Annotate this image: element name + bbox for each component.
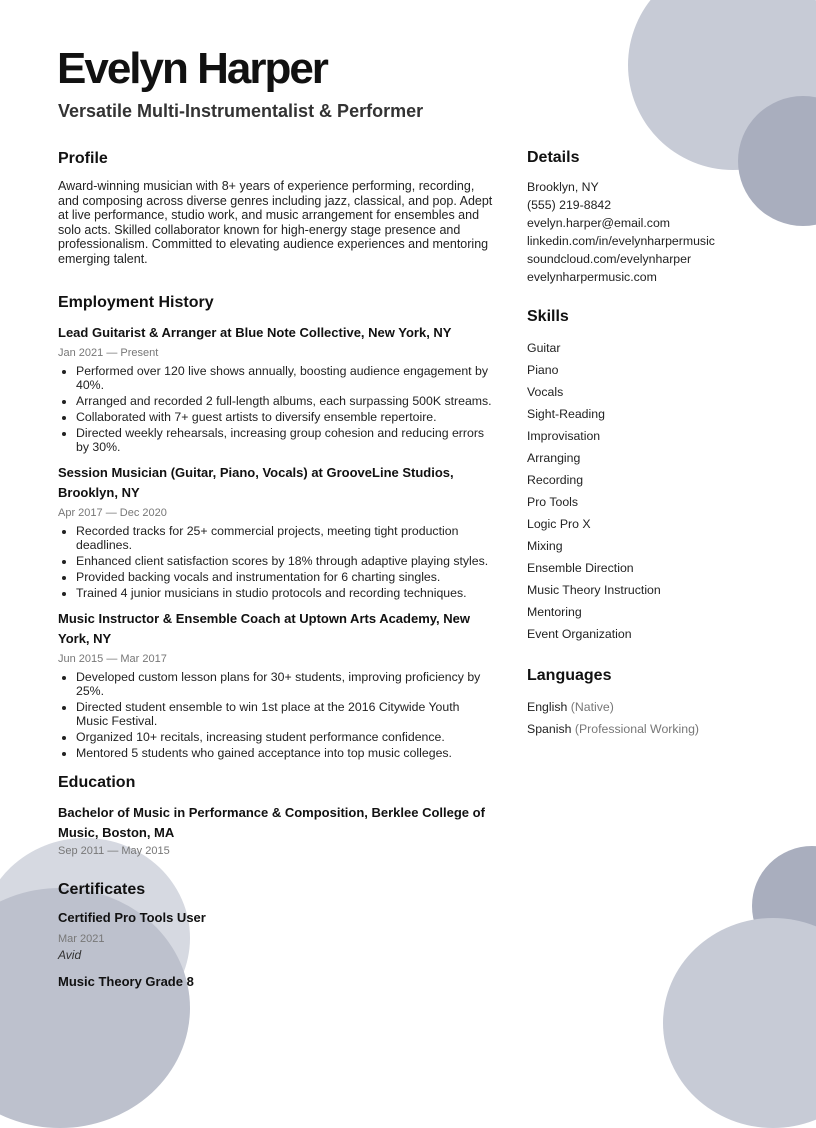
bullet-item: • Organized 10+ recitals, increasing student performance confidence. — [76, 730, 494, 744]
languages-heading: Languages — [527, 667, 612, 684]
skill-item: Piano — [527, 363, 559, 377]
languages-section — [527, 667, 777, 740]
certificate-entry — [58, 910, 494, 962]
skill-item: Sight-Reading — [527, 407, 605, 421]
certificate-name: Certified Pro Tools User — [58, 909, 206, 925]
job-entry — [58, 609, 494, 760]
skill-item: Logic Pro X — [527, 517, 591, 531]
employment-section — [58, 294, 494, 760]
details-list — [527, 178, 777, 286]
certificates-heading: Certificates — [58, 880, 146, 898]
job-dates: Jan 2021 — Present — [58, 346, 159, 359]
education-heading: Education — [58, 773, 136, 791]
languages-list — [527, 696, 777, 740]
detail-website[interactable]: evelynharpermusic.com — [527, 270, 657, 284]
certificate-entry — [58, 974, 494, 989]
candidate-title: Versatile Multi-Instrumentalist & Performer — [58, 101, 424, 121]
job-title: Music Instructor & Ensemble Coach at Uptown Arts Academy, New York, NY — [58, 610, 470, 646]
bullet-item: • Trained 4 junior musicians in studio protocols and recording techniques. — [76, 586, 494, 600]
education-section — [58, 774, 494, 857]
employment-heading: Employment History — [58, 293, 214, 311]
detail-phone: (555) 219-8842 — [527, 198, 612, 212]
certificate-issuer: Avid — [58, 947, 82, 962]
side-column — [527, 149, 777, 762]
skill-item: Arranging — [527, 451, 581, 465]
detail-linkedin[interactable]: linkedin.com/in/evelynharpermusic — [527, 234, 715, 248]
job-dates: Apr 2017 — Dec 2020 — [58, 506, 167, 519]
bullet-item: • Recorded tracks for 25+ commercial projects, meeting tight production deadlines. — [76, 524, 494, 552]
skills-section — [527, 308, 777, 645]
degree-dates: Sep 2011 — May 2015 — [58, 844, 170, 857]
candidate-name: Evelyn Harper — [57, 44, 327, 93]
certificate-name: Music Theory Grade 8 — [58, 973, 194, 989]
bullet-item: • Enhanced client satisfaction scores by 18% through adaptive playing styles. — [76, 554, 494, 568]
skill-item: Ensemble Direction — [527, 561, 634, 575]
skill-item: Vocals — [527, 385, 564, 399]
bullet-item: • Performed over 120 live shows annually, boosting audience engagement by 40%. — [76, 364, 494, 392]
detail-soundcloud[interactable]: soundcloud.com/evelynharper — [527, 252, 692, 266]
skills-list — [527, 337, 777, 645]
skill-item: Music Theory Instruction — [527, 583, 661, 597]
bullet-item: • Directed weekly rehearsals, increasing group cohesion and reducing errors by 30%. — [76, 426, 494, 454]
bullet-item: • Provided backing vocals and instrumentation for 6 charting singles. — [76, 570, 494, 584]
skill-item: Guitar — [527, 341, 561, 355]
certificate-date: Mar 2021 — [58, 932, 105, 945]
profile-section — [58, 150, 494, 267]
bullet-item: • Arranged and recorded 2 full-length albums, each surpassing 500K streams. — [76, 394, 494, 408]
degree-title: Bachelor of Music in Performance & Composition, Berklee College of Music, Boston, MA — [58, 804, 485, 840]
skill-item: Improvisation — [527, 429, 601, 443]
detail-location: Brooklyn, NY — [527, 180, 599, 194]
skill-item: Event Organization — [527, 627, 632, 641]
bullet-item: • Directed student ensemble to win 1st place at the 2016 Citywide Youth Music Festival. — [76, 700, 494, 728]
language-item — [527, 696, 777, 718]
details-section — [527, 149, 777, 286]
skill-item: Mentoring — [527, 605, 582, 619]
skill-item: Recording — [527, 473, 584, 487]
details-heading: Details — [527, 149, 580, 166]
job-title: Lead Guitarist & Arranger at Blue Note Collective, New York, NY — [58, 324, 452, 340]
skill-item: Pro Tools — [527, 495, 579, 509]
language-item — [527, 718, 777, 740]
main-column — [58, 150, 494, 1001]
job-entry — [58, 323, 494, 454]
job-dates: Jun 2015 — Mar 2017 — [58, 652, 167, 665]
bullet-item: • Collaborated with 7+ guest artists to diversify ensemble repertoire. — [76, 410, 494, 424]
job-bullets — [58, 670, 494, 760]
bullet-item: • Mentored 5 students who gained acceptance into top music colleges. — [76, 746, 494, 760]
profile-text: Award-winning musician with 8+ years of experience performing, recording, and composing across diverse genres including jazz, classical, and pop. Adept at live performance, studio work, and music arrangement for ensembles and solo acts. Skilled collaborator known for high-energy stage presence and professionalism. Committed to elevating audience experiences and mentoring emerging talent. — [58, 179, 493, 266]
detail-email[interactable]: evelyn.harper@email.com — [527, 216, 671, 230]
language-level: (Native) — [570, 700, 614, 714]
profile-heading: Profile — [58, 150, 108, 167]
job-bullets — [58, 364, 494, 454]
job-entry — [58, 463, 494, 600]
bullet-item: • Developed custom lesson plans for 30+ students, improving proficiency by 25%. — [76, 670, 494, 698]
language-level: (Professional Working) — [574, 722, 700, 736]
job-bullets — [58, 524, 494, 600]
skills-heading: Skills — [527, 308, 569, 325]
certificates-section — [58, 881, 494, 989]
skill-item: Mixing — [527, 539, 563, 553]
job-title: Session Musician (Guitar, Piano, Vocals) at GrooveLine Studios, Brooklyn, NY — [58, 464, 454, 500]
language-name: Spanish — [527, 722, 572, 736]
language-name: English — [527, 700, 568, 714]
